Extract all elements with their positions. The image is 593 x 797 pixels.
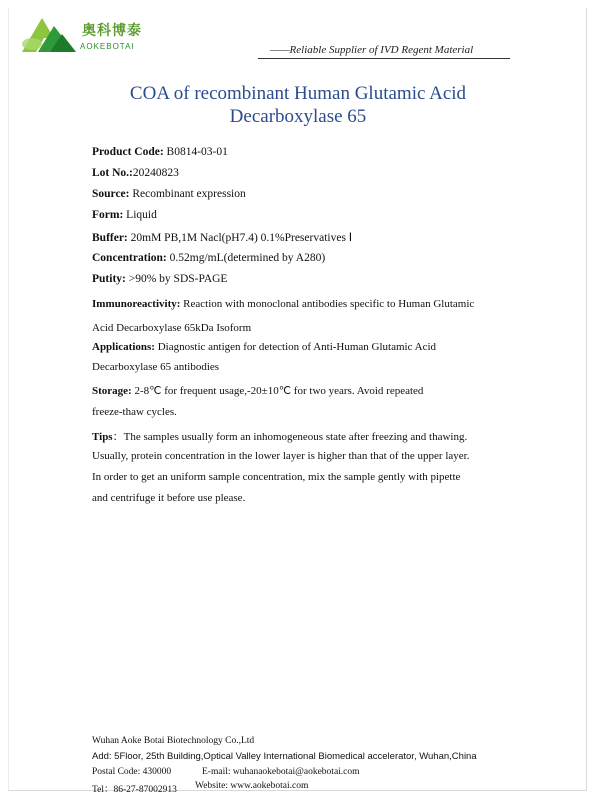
buffer-row	[92, 230, 352, 244]
applications-line-1	[92, 341, 512, 353]
footer-email: E-mail: wuhanaokebotai@aokebotai.com	[202, 767, 360, 777]
source-row	[92, 188, 246, 200]
concentration-row	[92, 252, 325, 264]
footer-company: Wuhan Aoke Botai Biotechnology Co.,Ltd	[92, 736, 255, 746]
tips-line-4: and centrifuge it before use please.	[92, 492, 246, 504]
footer-address: Add: 5Floor, 25th Building,Optical Valley International Biomedical accelerator, Wuhan,China	[92, 751, 477, 762]
storage-line-1	[92, 384, 512, 397]
header-rule	[258, 58, 510, 59]
immunoreactivity-line-1	[92, 298, 512, 310]
page-border-right	[586, 8, 587, 791]
footer-tel: Tel：86-27-87002913	[92, 785, 177, 795]
product-code-label: Product Code:	[92, 146, 164, 158]
source-value: Recombinant expression	[129, 188, 246, 200]
title-line-2: Decarboxylase 65	[229, 106, 367, 127]
logo-english-text: AOKEBOTAI	[80, 42, 135, 51]
tips-line-1	[92, 428, 512, 444]
immunoreactivity-value: Reaction with monoclonal antibodies specific to Human Glutamic	[180, 298, 475, 310]
logo-chinese-text: 奥科博泰	[82, 23, 142, 39]
footer-website: Website: www.aokebotai.com	[195, 781, 309, 791]
buffer-value: 20mM PB,1M Nacl(pH7.4) 0.1%Preservatives Ⅰ	[127, 232, 353, 244]
putity-value: >90% by SDS-PAGE	[125, 273, 228, 285]
storage-label: Storage:	[92, 385, 132, 397]
applications-value: Diagnostic antigen for detection of Anti-Human Glutamic Acid	[154, 341, 437, 353]
form-value: Liquid	[123, 209, 157, 221]
product-code-value: B0814-03-01	[163, 146, 228, 158]
storage-line-2: freeze-thaw cycles.	[92, 406, 177, 418]
header-tagline: ——Reliable Supplier of IVD Regent Material	[270, 44, 474, 56]
immunoreactivity-label: Immunoreactivity:	[92, 298, 181, 310]
tips-line-3: In order to get an uniform sample concentration, mix the sample gently with pipette	[92, 471, 461, 483]
concentration-label: Concentration:	[92, 252, 167, 264]
concentration-value: 0.52mg/mL(determined by A280)	[166, 252, 326, 264]
applications-label: Applications:	[92, 341, 155, 353]
form-label: Form:	[92, 209, 124, 221]
form-row	[92, 209, 157, 221]
tips-text: ：The samples usually form an inhomogeneous state after freezing and thawing.	[112, 431, 468, 443]
lot-no-row	[92, 167, 179, 179]
source-label: Source:	[92, 188, 130, 200]
buffer-label: Buffer:	[92, 232, 128, 244]
document-title	[60, 82, 536, 128]
product-code-row	[92, 146, 228, 158]
immunoreactivity-line-2: Acid Decarboxylase 65kDa Isoform	[92, 322, 252, 334]
applications-line-2: Decarboxylase 65 antibodies	[92, 361, 220, 373]
putity-label: Putity:	[92, 273, 126, 285]
storage-value: 2-8℃ for frequent usage,-20±10℃ for two years. Avoid repeated	[131, 385, 424, 397]
footer-postal: Postal Code: 430000	[92, 767, 172, 777]
lot-no-label: Lot No.:	[92, 167, 133, 179]
putity-row	[92, 273, 227, 285]
lot-no-value: 20240823	[132, 167, 179, 179]
tips-line-2: Usually, protein concentration in the lower layer is higher than that of the upper layer.	[92, 450, 470, 462]
page-border-left	[8, 8, 9, 791]
tips-label: Tips	[92, 431, 113, 443]
title-line-1: COA of recombinant Human Glutamic Acid	[129, 83, 467, 104]
